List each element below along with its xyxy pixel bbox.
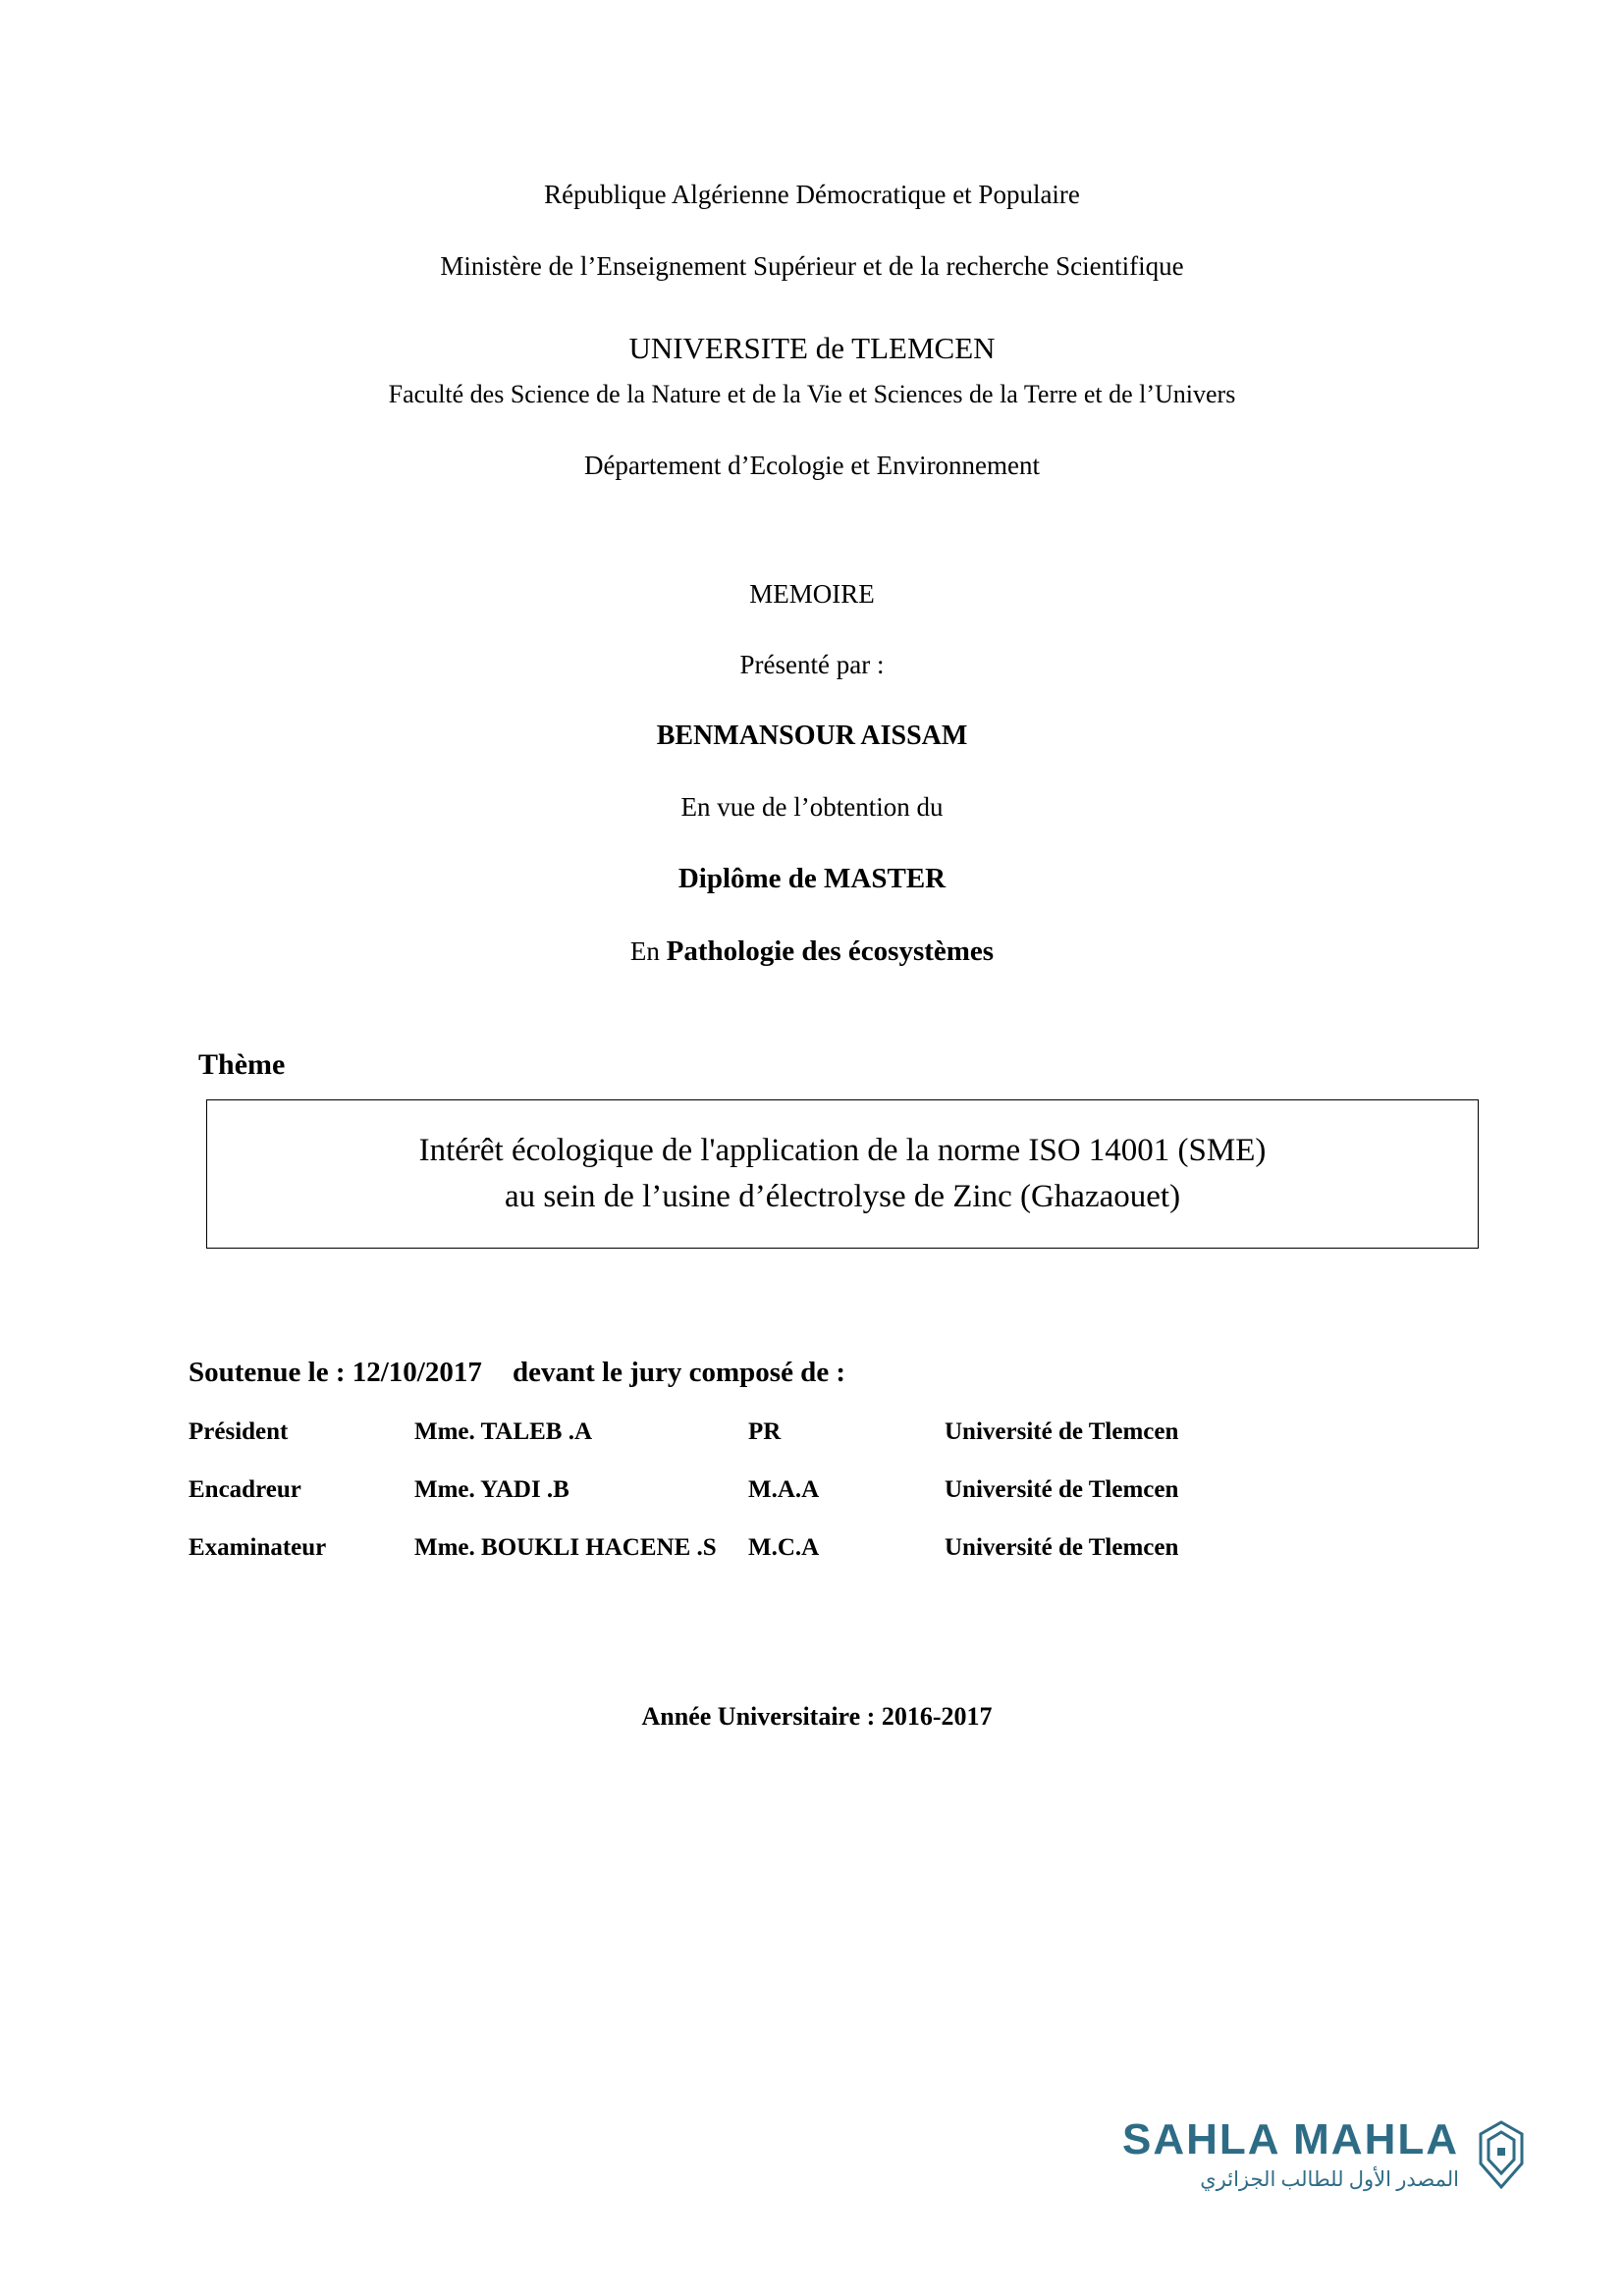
field-name: Pathologie des écosystèmes: [666, 935, 995, 968]
academic-year: Année Universitaire : 2016-2017: [641, 1702, 993, 1732]
ministry-line: Ministère de l’Enseignement Supérieur et de la recherche Scientifique: [440, 251, 1184, 282]
faculty-line: Faculté des Science de la Nature et de la Vie et Sciences de la Terre et de l’Univers: [388, 380, 1236, 409]
jury-grade: PR: [748, 1418, 782, 1446]
jury-section: [189, 1357, 1624, 1592]
degree-line: Diplôme de MASTER: [677, 863, 947, 895]
memoire-block: [0, 579, 1624, 968]
institutional-header: [0, 0, 1624, 481]
presented-by-label: Présenté par :: [739, 650, 885, 680]
table-row: [189, 1418, 1278, 1476]
sahla-mahla-logo: [1122, 2115, 1530, 2191]
jury-name: Mme. BOUKLI HACENE .S: [414, 1534, 717, 1562]
jury-role: Encadreur: [189, 1476, 301, 1504]
jury-header: [189, 1357, 1624, 1389]
theme-line-2: au sein de l’usine d’électrolyse de Zinc (Ghazaouet): [504, 1179, 1181, 1215]
theme-line-1: Intérêt écologique de l'application de la norme ISO 14001 (SME): [418, 1132, 1267, 1168]
jury-grade: M.C.A: [748, 1534, 820, 1562]
jury-name: Mme. YADI .B: [414, 1476, 569, 1504]
defense-date: Soutenue le : 12/10/2017: [189, 1357, 482, 1389]
purpose-line: En vue de l’obtention du: [680, 792, 944, 823]
department-line: Département d’Ecologie et Environnement: [583, 451, 1041, 481]
jury-grade: M.A.A: [748, 1476, 820, 1504]
jury-composition-label: devant le jury composé de :: [513, 1357, 846, 1389]
jury-role: Président: [189, 1418, 289, 1446]
logo-mark-icon: [1473, 2120, 1530, 2189]
field-prefix: En: [629, 936, 660, 967]
republic-line: République Algérienne Démocratique et Populaire: [544, 180, 1080, 209]
university-line: UNIVERSITE de TLEMCEN: [628, 331, 996, 366]
document-type: MEMOIRE: [749, 579, 875, 610]
logo-text: [1122, 2115, 1459, 2191]
logo-subtitle: المصدر الأول للطالب الجزائري: [1200, 2167, 1459, 2191]
theme-label: Thème: [198, 1048, 286, 1082]
logo-title: SAHLA MAHLA: [1122, 2115, 1459, 2163]
author-name: BENMANSOUR AISSAM: [656, 721, 968, 752]
jury-role: Examinateur: [189, 1534, 327, 1562]
jury-institution: Université de Tlemcen: [945, 1476, 1179, 1504]
field-line: [0, 935, 1624, 968]
table-row: [189, 1534, 1278, 1592]
theme-box: [206, 1099, 1479, 1249]
jury-table: [189, 1418, 1278, 1592]
jury-name: Mme. TALEB .A: [414, 1418, 593, 1446]
table-row: [189, 1476, 1278, 1534]
jury-institution: Université de Tlemcen: [945, 1534, 1179, 1562]
jury-institution: Université de Tlemcen: [945, 1418, 1179, 1446]
